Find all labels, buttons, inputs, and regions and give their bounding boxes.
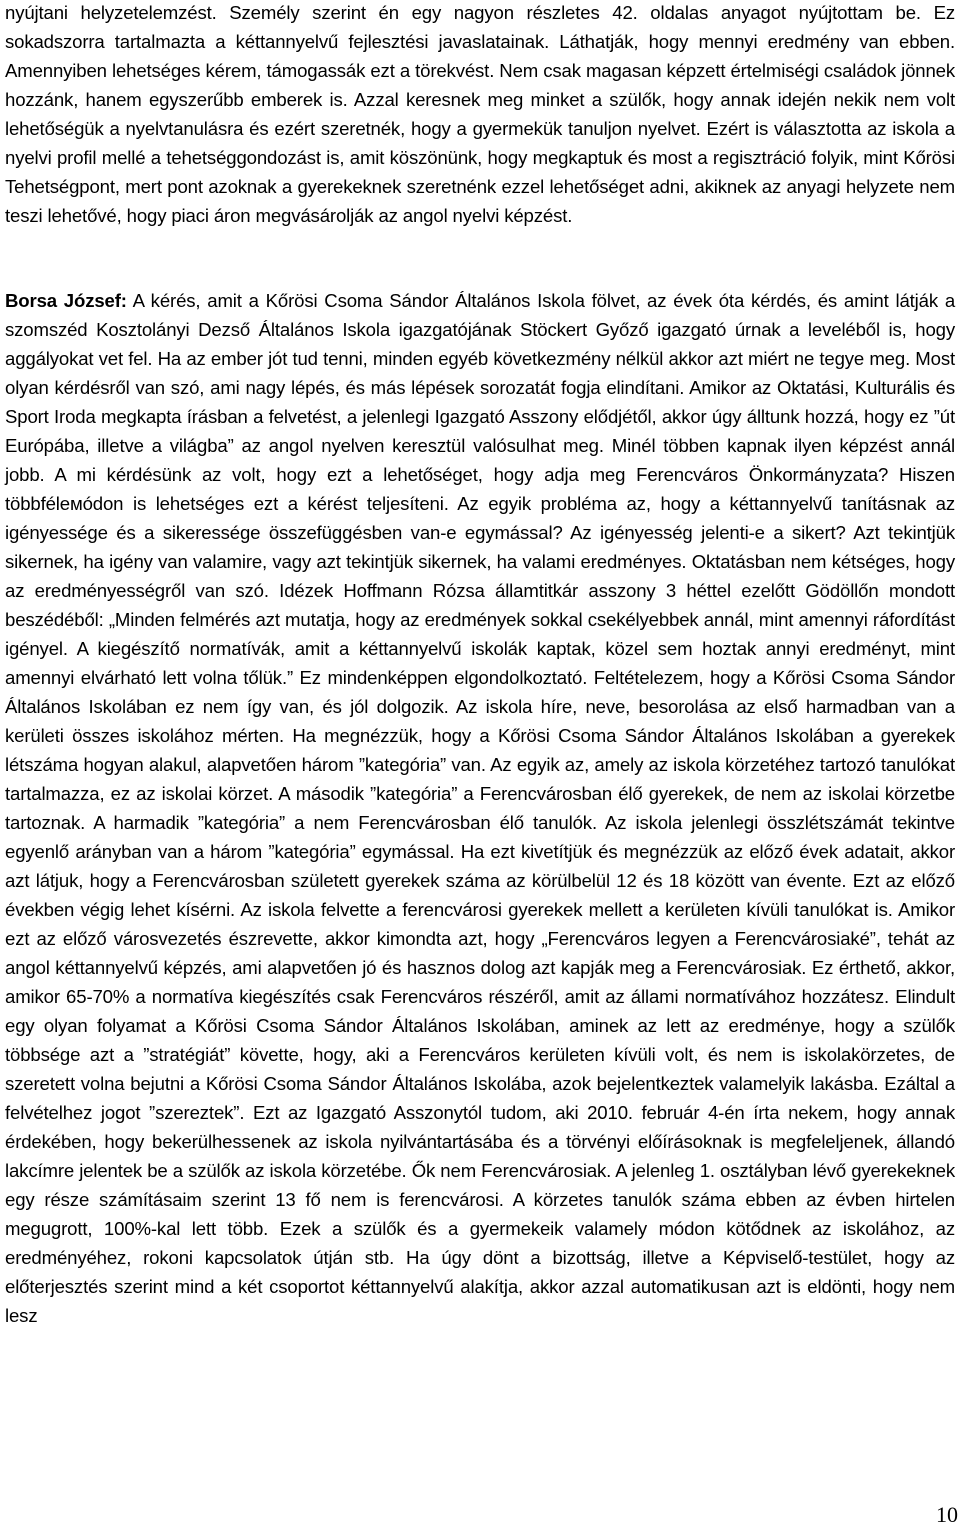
- speaker-name: Borsa József:: [5, 290, 127, 311]
- paragraph-text: A kérés, amit a Kőrösi Csoma Sándor Általános Iskola fölvet, az évek óta kérdés, és amint látják a szomszéd Kosztolányi Dezső Általános Iskola igazgatójának Stöckert Győző igazgató úrnak a leveléből is, hogy aggályokat vet fel. Ha az ember jót tud tenni, minden egyéb következmény nélkül akkor azt miért ne tegye meg. Most olyan kérdésről van szó, ami nagy lépés, és más lépések sorozatát fogja elindítani. Amikor az Oktatási, Kulturális és Sport Iroda megkapta írásban a felvetést, a jelenlegi Igazgató Asszony elődjétől, akkor úgy álltunk hozzá, hogy ez ”út Európába, illetve a világba” az angol nyelven keresztül valósulhat meg. Minél többen kapnak ilyen képzést annál jobb. A mi kérdésünk az volt, hogy ezt a lehetőséget, hogy adja meg Ferencváros Önkormányzata? Hiszen többféleмódon is lehetséges ezt a kérést teljesíteni. Az egyik probléma az, hogy a kéttannyelvű tanításnak az igényessége és a sikeressége összefüggésben van-e egymással? Az igényesség jelenti-e a sikert? Azt tekintjük sikernek, ha igény van valamire, vagy azt tekintjük sikernek, ha valami eredményes. Oktatásban nem kétséges, hogy az eredményességről van szó. Idézek Hoffmann Rózsa államtitkár asszony 3 héttel ezelőtt Gödöllőn mondott beszédéből: „Minden felmérés azt mutatja, hogy az eredmények sokkal csekélyebbek annál, mint amennyi ráfordítást igényel. A kiegészítő normatívák, amit a kéttannyelvű iskolák kaptak, közel sem hoztak annyi eredményt, mint amennyi elvárható lett volna tőlük.” Ez mindenképpen elgondolkoztató. Feltételezem, hogy a Kőrösi Csoma Sándor Általános Iskolában ez nem így van, és jól dolgozik. Az iskola híre, neve, besorolása az első harmadban van a kerületi összes iskolához mérten. Ha megnézzük, hogy a Kőrösi Csoma Sándor Általános Iskolában a gyerekek létszáma hogyan alakul, alapvetően három ”kategória” van. Az egyik az, amely az iskola körzetéhez tartozó tanulókat tartalmazza, ez az iskolai körzet. A második ”kategória” a Ferencvárosban élő gyerekek, de nem az iskolai körzetbe tartoznak. A harmadik ”kategória” a nem Ferencvárosban élő tanulók. Az iskola jelenlegi összlétszámát tekintve egyenlő arányban van a három ”kategória” egymással. Ha ezt kivetítjük és megnézzük az előző évek adatait, akkor azt látjuk, hogy a Ferencvárosban született gyerekek száma az körülbelül 12 és 18 között van évente. Ezt az előző években végig lehet kísérni. Az iskola felvette a ferencvárosi gyerekek mellett a kerületen kívüli tanulókat is. Amikor ezt az előző városvezetés észrevette, akkor kimondta azt, hogy „Ferencváros legyen a Ferencvárosiaké”, tehát az angol kéttannyelvű képzés, ami alapvetően jó és hasznos dolog azt kapják meg a Ferencvárosiak. Ez érthető, akkor, amikor 65-70% a normatíva kiegészítés csak Ferencváros részéről, amit az állami normatívához hozzátesz. Elindult egy olyan folyamat a Kőrösi Csoma Sándor Általános Iskolában, aminek az lett az eredménye, hogy a szülők többsége azt a ”stratégiát” követte, hogy, aki a Ferencváros kerületen kívüli volt, és nem is iskolakörzetes, de szeretett volna bejutni a Kőrösi Csoma Sándor Általános Iskolába, azok bejelentkeztek valamelyik lakásba. Ezáltal a felvételhez jogot ”szereztek”. Ezt az Igazgató Asszonytól tudom, aki 2010. február 4-én írta nekem, hogy annak érdekében, hogy bekerülhessenek az iskola nyilvántartásába és a törvényi előírásoknak is megfeleljenek, állandó lakcímre jelentek be a szülők az iskola körzetébe. Ők nem Ferencvárosiak. A jelenleg 1. osztályban lévő gyerekeknek egy része számításaim szerint 13 fő nem is ferencvárosi. A körzetes tanulók száma ebben az évben hirtelen megugrott, 100%-kal lett több. Ezek a szülők és a gyermekeik valamely módon kötődnek az iskolához, az eredményéhez, rokoni kapcsolatok útján stb. Ha úgy dönt a bizottság, illetve a Képviselő-testület, hogy az előterjesztés szerint mind a két csoportot kéttannyelvű alakítja, akkor azzal automatikusan azt is eldönti, hogy nem lesz: [5, 290, 956, 1326]
- paragraph: nyújtani helyzetelemzést. Személy szerint én egy nagyon részletes 42. oldalas anyagot nyújtottam be. Ez sokadszorra tartalmazta a kéttannyelvű fejlesztési javaslatainak. Láthatják, hogy mennyi eredmény van ebben. Amennyiben lehetséges kérem, támogassák ezt a törekvést. Nem csak magasan képzett értelmiségi családok jönnek hozzánk, hanem egyszerűbb emberek is. Azzal keresnek meg minket a szülők, hogy annak idején nekik nem volt lehetőségük a nyelvtanulásra és ezért szeretnék, hogy a gyermekük tanuljon nyelvet. Ezért is választotta az iskola a nyelvi profil mellé a tehetséggondozást is, amit köszönünk, hogy megkaptuk és most a regisztráció folyik, mint Kőrösi Tehetségpont, mert pont azoknak a gyerekeknek szeretnénk ezzel lehetőséget adni, akiknek az anyagi helyzete nem teszi lehetővé, hogy piaci áron megvásárolják az angol nyelvi képzést.: [5, 2, 955, 226]
- page-number: 10: [936, 1502, 958, 1527]
- paragraph: [5, 286, 955, 1330]
